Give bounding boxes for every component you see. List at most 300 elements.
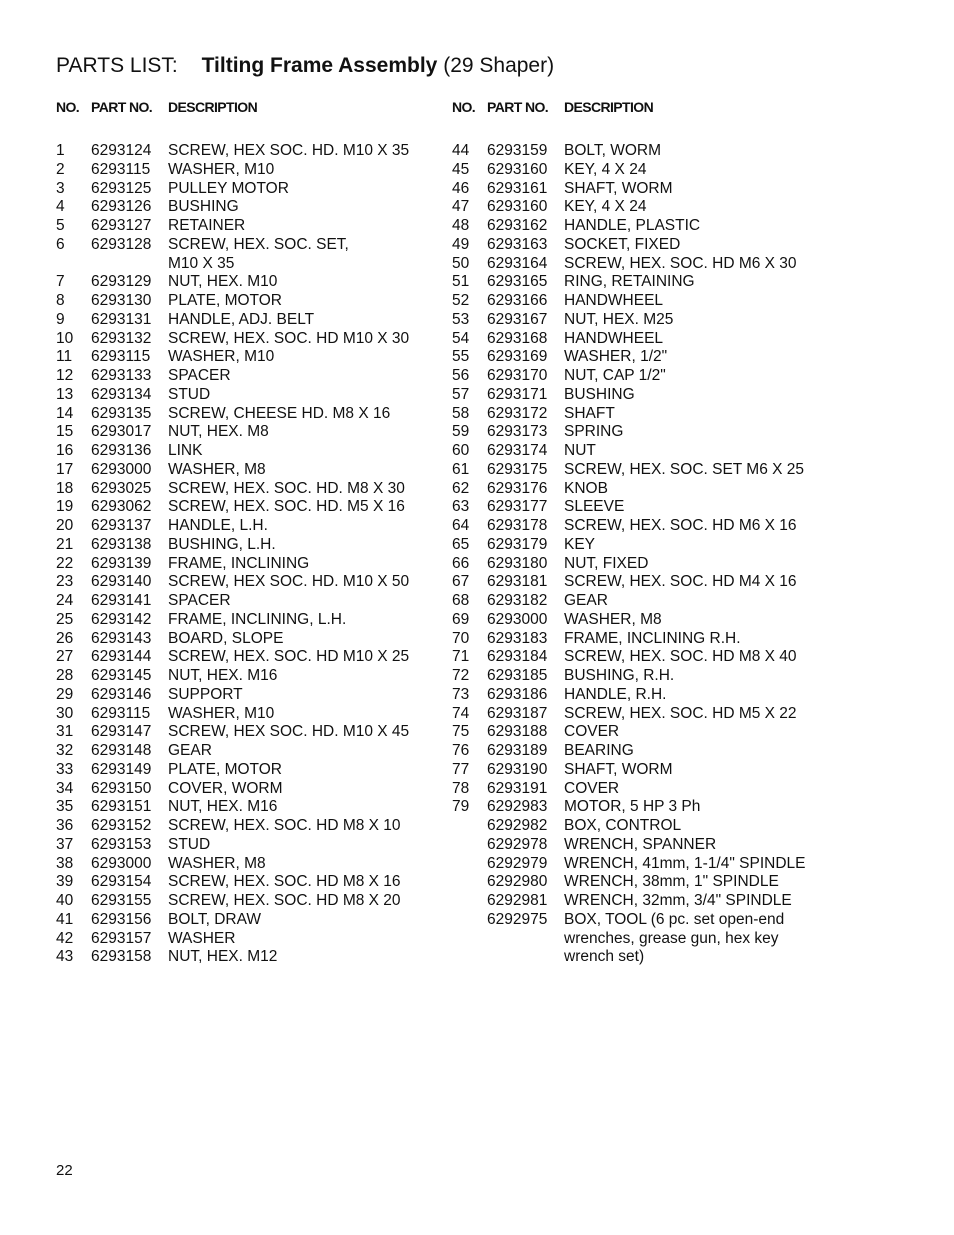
part-number-index: 33 [56, 760, 74, 778]
part-description: SUPPORT [168, 685, 243, 703]
part-description: HANDLE, ADJ. BELT [168, 310, 315, 328]
part-description: WASHER, M8 [564, 610, 662, 628]
part-description: SCREW, HEX. SOC. SET M6 X 25 [564, 460, 805, 478]
table-row [56, 311, 446, 330]
part-number-index: 9 [56, 310, 65, 328]
part-number-index: 54 [452, 329, 470, 347]
part-description: RETAINER [168, 217, 246, 234]
part-number: 6293177 [487, 498, 548, 516]
part-number: 6293000 [91, 460, 152, 478]
part-number: 6293165 [487, 273, 548, 291]
part-description: PLATE, MOTOR [168, 292, 282, 309]
part-number: 6293181 [487, 573, 548, 591]
part-number-index: 30 [56, 704, 74, 722]
part-description: NUT, CAP 1/2" [564, 367, 666, 384]
table-row [56, 611, 446, 630]
table-row [56, 723, 446, 742]
part-description: BOX, TOOL (6 pc. set open-end wrenches, grease gun, hex key wrench set) [564, 910, 785, 966]
part-number: 6293169 [487, 348, 548, 366]
part-number: 6293166 [487, 292, 548, 309]
table-row [452, 217, 852, 236]
page-title [56, 52, 554, 80]
part-number-index: 60 [452, 442, 470, 459]
part-description: LINK [168, 442, 203, 459]
part-description: WASHER, M10 [168, 348, 275, 366]
table-row [56, 761, 446, 780]
table-row [452, 536, 852, 555]
part-number: 6293129 [91, 273, 152, 291]
part-description: SLEEVE [564, 498, 625, 516]
part-number-index: 23 [56, 573, 74, 591]
part-description: SCREW, CHEESE HD. M8 X 16 [168, 404, 391, 422]
part-number: 6293136 [91, 442, 152, 459]
part-number-index: 67 [452, 573, 470, 591]
part-number-index: 26 [56, 629, 74, 647]
table-row [452, 423, 852, 442]
part-number-index: 75 [452, 723, 470, 741]
part-number-index: 69 [452, 610, 470, 628]
part-description: WASHER, M8 [168, 854, 266, 872]
part-number: 6293158 [91, 948, 152, 966]
part-description: SCREW, HEX. SOC. HD M10 X 30 [168, 329, 410, 347]
part-number: 6293137 [91, 517, 152, 534]
part-number-index: 62 [452, 479, 470, 497]
part-description: WASHER, 1/2" [564, 348, 668, 366]
part-number-index: 50 [452, 254, 470, 272]
part-number: 6293190 [487, 760, 548, 778]
table-row [56, 855, 446, 874]
part-number: 6293186 [487, 685, 548, 703]
table-row [452, 330, 852, 349]
part-number: 6293188 [487, 723, 548, 741]
part-number: 6293145 [91, 667, 152, 684]
part-number-index: 19 [56, 498, 74, 516]
part-number: 6293182 [487, 592, 548, 609]
table-row [452, 611, 852, 630]
part-number: 6293185 [487, 667, 548, 684]
part-description: STUD [168, 385, 211, 403]
part-number: 6293144 [91, 648, 152, 666]
part-number: 6292979 [487, 854, 548, 872]
part-description: COVER, WORM [168, 779, 283, 797]
part-number-index: 10 [56, 329, 74, 347]
table-row [56, 198, 446, 217]
part-description: SCREW, HEX. SOC. HD. M8 X 30 [168, 479, 405, 497]
table-row [56, 367, 446, 386]
part-number: 6293135 [91, 404, 152, 422]
part-description: STUD [168, 835, 211, 853]
part-description: HANDWHEEL [564, 329, 664, 347]
part-number-index: 49 [452, 235, 470, 253]
table-row [56, 330, 446, 349]
part-description: HANDLE, L.H. [168, 517, 268, 534]
part-number: 6293152 [91, 817, 152, 834]
table-row [452, 180, 852, 199]
part-number-index: 34 [56, 779, 74, 797]
part-number-index: 32 [56, 742, 74, 759]
part-description: COVER [564, 723, 620, 741]
part-number: 6293187 [487, 704, 548, 722]
part-number-index: 18 [56, 479, 74, 497]
table-row [452, 836, 852, 855]
table-row [452, 592, 852, 611]
part-number-index: 77 [452, 760, 470, 778]
table-row [452, 892, 852, 911]
part-number: 6292975 [487, 910, 548, 928]
table-row [452, 461, 852, 480]
table-row [452, 142, 852, 161]
part-number: 6293155 [91, 892, 152, 909]
parts-list-right [452, 142, 852, 967]
part-number-index: 14 [56, 404, 74, 422]
part-description: FRAME, INCLINING, L.H. [168, 610, 347, 628]
part-description: SPACER [168, 367, 231, 384]
part-number: 6293130 [91, 292, 152, 309]
part-description: BOLT, DRAW [168, 910, 262, 928]
part-number-index: 65 [452, 535, 470, 553]
part-number: 6293176 [487, 479, 548, 497]
table-row [452, 648, 852, 667]
part-number-index: 36 [56, 817, 74, 834]
part-description: BUSHING [564, 385, 635, 403]
table-row [56, 442, 446, 461]
part-number-index: 64 [452, 517, 470, 534]
table-row [452, 667, 852, 686]
part-number: 6293146 [91, 685, 152, 703]
table-row [452, 798, 852, 817]
part-description: SCREW, HEX SOC. HD. M10 X 45 [168, 723, 410, 741]
table-row [56, 386, 446, 405]
part-number: 6293149 [91, 760, 152, 778]
table-row [56, 161, 446, 180]
part-number-index: 37 [56, 835, 74, 853]
part-number: 6293139 [91, 554, 152, 572]
part-description: WRENCH, 38mm, 1" SPINDLE [564, 873, 779, 891]
table-row [452, 348, 852, 367]
part-number-index: 66 [452, 554, 470, 572]
part-description: BOARD, SLOPE [168, 629, 284, 647]
part-number: 6293115 [91, 704, 151, 722]
part-description: SHAFT, WORM [564, 179, 673, 197]
part-description: KEY, 4 X 24 [564, 198, 647, 216]
part-number-index: 20 [56, 517, 74, 534]
part-description: NUT, FIXED [564, 554, 649, 572]
part-number-index [452, 911, 487, 967]
part-description: SCREW, HEX SOC. HD. M10 X 50 [168, 573, 410, 591]
part-number: 6293125 [91, 179, 152, 197]
part-number-index [452, 836, 487, 855]
part-description: HANDWHEEL [564, 292, 664, 309]
part-number-index: 38 [56, 854, 74, 872]
table-row [452, 761, 852, 780]
table-row [56, 180, 446, 199]
table-row [56, 142, 446, 161]
part-number-index: 71 [452, 648, 470, 666]
part-description: SPACER [168, 592, 231, 609]
part-number: 6293159 [487, 142, 548, 159]
part-description: WRENCH, 32mm, 3/4" SPINDLE [564, 892, 792, 909]
part-description: SCREW, HEX. SOC. HD M8 X 16 [168, 873, 401, 891]
table-row [452, 686, 852, 705]
part-number: 6293160 [487, 160, 548, 178]
part-number-index: 48 [452, 217, 470, 234]
part-description: RING, RETAINING [564, 273, 695, 291]
part-description: KEY, 4 X 24 [564, 160, 647, 178]
part-description: SHAFT [564, 404, 615, 422]
page-number: 22 [56, 1162, 73, 1179]
part-description: SCREW, HEX SOC. HD. M10 X 35 [168, 142, 410, 159]
part-number-index: 1 [56, 142, 65, 159]
part-number-index: 53 [452, 310, 470, 328]
table-row [56, 930, 446, 949]
header-description: DESCRIPTION [564, 99, 654, 115]
part-number-index: 40 [56, 892, 74, 909]
table-row [56, 236, 446, 274]
table-row [56, 498, 446, 517]
part-number-index: 46 [452, 179, 470, 197]
table-row [452, 311, 852, 330]
part-number: 6293180 [487, 554, 548, 572]
part-number: 6293124 [91, 142, 152, 159]
part-number-index: 73 [452, 685, 470, 703]
part-number-index: 44 [452, 142, 470, 159]
part-number: 6293164 [487, 254, 548, 272]
part-description: BUSHING [168, 198, 239, 216]
part-description: MOTOR, 5 HP 3 Ph [564, 798, 701, 816]
part-number-index: 56 [452, 367, 470, 384]
table-row [452, 386, 852, 405]
table-row [56, 536, 446, 555]
part-number-index: 42 [56, 929, 74, 947]
part-number: 6293167 [487, 310, 548, 328]
part-number-index: 17 [56, 460, 74, 478]
part-number-index: 6 [56, 235, 65, 253]
table-row [452, 517, 852, 536]
part-number: 6293127 [91, 217, 152, 234]
table-row [452, 198, 852, 217]
part-description: HANDLE, R.H. [564, 685, 667, 703]
table-row [56, 836, 446, 855]
table-row [452, 255, 852, 274]
part-description: SCREW, HEX. SOC. HD M10 X 25 [168, 648, 410, 666]
part-number-index: 79 [452, 798, 470, 816]
table-row [56, 817, 446, 836]
parts-table-left [56, 98, 446, 967]
table-row [56, 780, 446, 799]
part-number-index: 74 [452, 704, 470, 722]
table-row [56, 742, 446, 761]
part-number: 6293160 [487, 198, 548, 216]
table-row [452, 911, 852, 967]
part-number: 6293153 [91, 835, 152, 853]
part-description: WRENCH, 41mm, 1-1/4" SPINDLE [564, 854, 806, 872]
part-number: 6293183 [487, 629, 548, 647]
table-header [56, 98, 446, 116]
part-description: WASHER [168, 929, 236, 947]
table-row [56, 480, 446, 499]
part-number-index: 39 [56, 873, 74, 891]
table-row [56, 798, 446, 817]
table-row [56, 555, 446, 574]
part-number: 6293150 [91, 779, 152, 797]
part-number: 6293151 [91, 798, 152, 816]
table-row [56, 873, 446, 892]
part-number: 6293172 [487, 404, 548, 422]
table-row [452, 742, 852, 761]
part-number: 6293132 [91, 329, 152, 347]
table-row [452, 855, 852, 874]
part-number-index: 47 [452, 198, 470, 216]
part-number-index: 7 [56, 273, 65, 291]
table-row [452, 723, 852, 742]
part-number: 6293173 [487, 423, 548, 441]
table-row [452, 273, 852, 292]
part-number: 6293184 [487, 648, 548, 666]
part-number: 6293163 [487, 235, 548, 253]
part-number: 6293115 [91, 160, 151, 178]
header-no: NO. [452, 99, 476, 115]
part-number: 6293156 [91, 910, 152, 928]
part-number-index: 70 [452, 629, 470, 647]
part-number: 6293134 [91, 385, 152, 403]
part-number: 6293000 [91, 854, 152, 872]
part-number-index: 35 [56, 798, 74, 816]
title-prefix: PARTS LIST: [56, 54, 178, 77]
table-row [452, 780, 852, 799]
table-row [56, 705, 446, 724]
table-row [452, 573, 852, 592]
part-number: 6293143 [91, 629, 152, 647]
part-number-index: 15 [56, 423, 74, 441]
part-number: 6293141 [91, 592, 152, 609]
part-number-index: 61 [452, 460, 470, 478]
part-description: WASHER, M8 [168, 460, 266, 478]
header-part-no: PART NO. [91, 99, 153, 115]
part-number-index: 29 [56, 685, 74, 703]
part-number-index: 45 [452, 160, 470, 178]
part-number-index: 8 [56, 292, 65, 309]
part-number-index: 76 [452, 742, 470, 759]
part-description: SHAFT, WORM [564, 760, 673, 778]
table-row [56, 573, 446, 592]
part-number-index: 58 [452, 404, 470, 422]
table-row [56, 517, 446, 536]
table-row [56, 648, 446, 667]
header-no: NO. [56, 99, 80, 115]
table-row [452, 292, 852, 311]
part-description: GEAR [564, 592, 608, 609]
table-row [56, 423, 446, 442]
part-number: 6293161 [487, 179, 548, 197]
part-description: COVER [564, 779, 620, 797]
table-row [56, 217, 446, 236]
part-description: NUT, HEX. M16 [168, 667, 278, 684]
part-description: SCREW, HEX. SOC. HD. M5 X 16 [168, 498, 405, 516]
table-row [452, 442, 852, 461]
part-description: NUT, HEX. M25 [564, 310, 674, 328]
table-row [452, 405, 852, 424]
part-number: 6293062 [91, 498, 152, 516]
part-number-index: 31 [56, 723, 74, 741]
header-part-no: PART NO. [487, 99, 549, 115]
parts-list-left [56, 142, 446, 967]
table-header [452, 98, 852, 116]
part-number: 6293191 [487, 779, 548, 797]
part-description: SOCKET, FIXED [564, 235, 681, 253]
part-number-index [452, 817, 487, 836]
table-row [56, 592, 446, 611]
part-number-index: 59 [452, 423, 470, 441]
table-row [452, 161, 852, 180]
part-number: 6293162 [487, 217, 548, 234]
part-number-index: 21 [56, 535, 74, 553]
part-number-index: 22 [56, 554, 74, 572]
part-number: 6293179 [487, 535, 548, 553]
part-description: NUT, HEX. M10 [168, 273, 278, 291]
table-row [452, 705, 852, 724]
table-row [452, 555, 852, 574]
table-row [452, 873, 852, 892]
part-description: SCREW, HEX. SOC. HD M6 X 16 [564, 517, 797, 534]
table-row [56, 630, 446, 649]
part-number: 6292982 [487, 817, 548, 834]
table-row [452, 236, 852, 255]
part-number: 6293168 [487, 329, 548, 347]
part-number: 6293025 [91, 479, 152, 497]
part-number-index: 13 [56, 385, 74, 403]
part-number: 6292980 [487, 873, 548, 891]
part-description: NUT, HEX. M12 [168, 948, 278, 966]
part-number-index: 63 [452, 498, 470, 516]
table-row [56, 461, 446, 480]
part-number: 6293175 [487, 460, 548, 478]
part-number-index: 2 [56, 160, 65, 178]
part-number-index: 72 [452, 667, 470, 684]
part-number: 6293140 [91, 573, 152, 591]
part-number-index: 41 [56, 910, 74, 928]
part-number-index: 55 [452, 348, 470, 366]
part-number-index: 57 [452, 385, 470, 403]
part-description: FRAME, INCLINING [168, 554, 310, 572]
part-description: SCREW, HEX. SOC. HD M5 X 22 [564, 704, 797, 722]
part-number-index: 16 [56, 442, 74, 459]
part-number: 6292978 [487, 835, 548, 853]
part-number-index: 12 [56, 367, 74, 384]
part-number: 6293017 [91, 423, 152, 441]
header-description: DESCRIPTION [168, 99, 258, 115]
part-number: 6293171 [487, 385, 548, 403]
part-number: 6292981 [487, 892, 548, 909]
part-number: 6293170 [487, 367, 548, 384]
part-number-index: 43 [56, 948, 74, 966]
part-number-index: 25 [56, 610, 74, 628]
part-number: 6293178 [487, 517, 548, 534]
part-number-index: 24 [56, 592, 74, 609]
part-number-index: 5 [56, 217, 65, 234]
part-number: 6293126 [91, 198, 152, 216]
part-description: GEAR [168, 742, 212, 759]
table-row [452, 630, 852, 649]
part-description: WRENCH, SPANNER [564, 835, 717, 853]
part-number: 6293133 [91, 367, 152, 384]
table-row [56, 892, 446, 911]
part-description: BOX, CONTROL [564, 817, 682, 834]
table-row [56, 292, 446, 311]
part-description: SCREW, HEX. SOC. HD M6 X 30 [564, 254, 797, 272]
part-number-index: 3 [56, 179, 65, 197]
part-description: SPRING [564, 423, 624, 441]
part-description: PLATE, MOTOR [168, 760, 282, 778]
